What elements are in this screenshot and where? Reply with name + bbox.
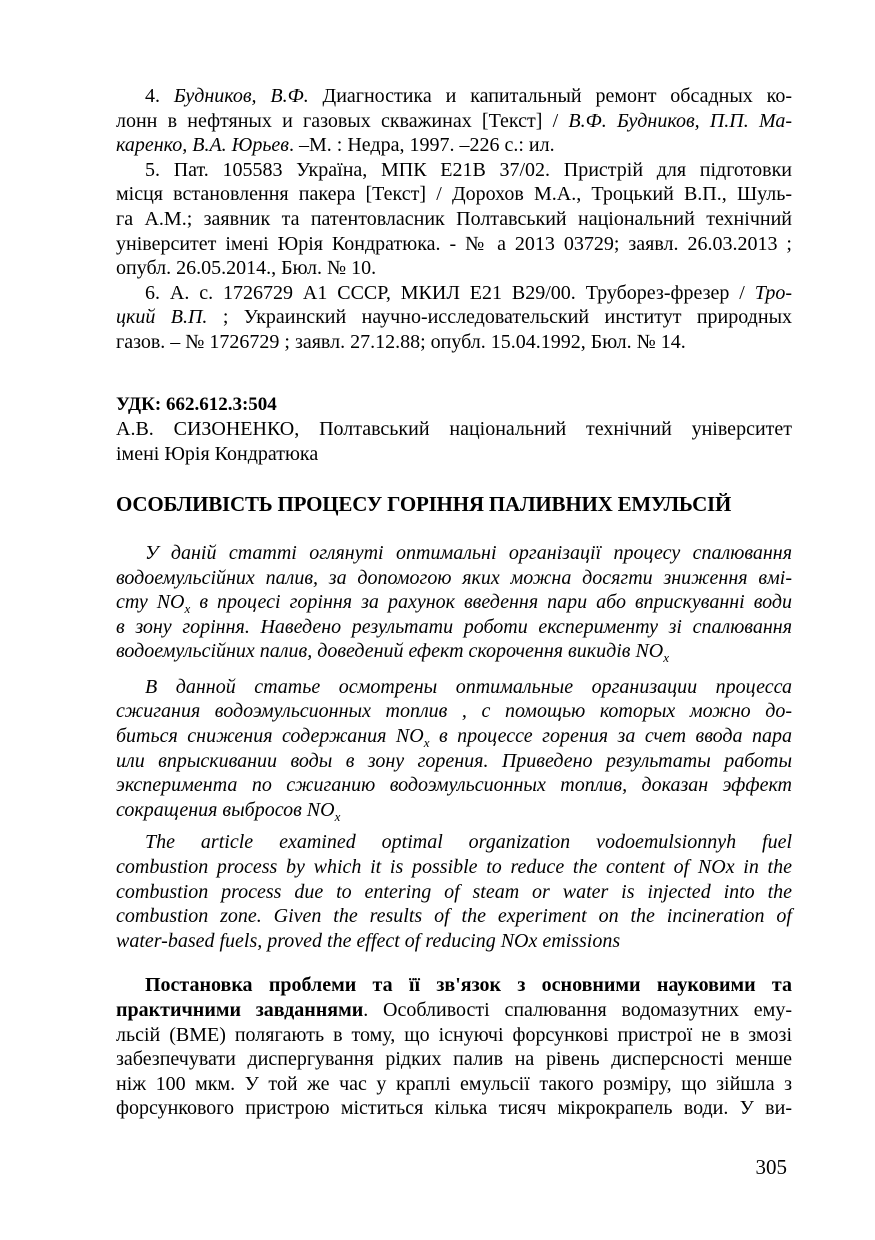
- abstract-ukrainian: [116, 541, 792, 664]
- text-segment: сту NO: [116, 591, 185, 614]
- subscript: x: [184, 601, 191, 617]
- text-segment: combustion process due to entering of steam or water is injected into the: [116, 880, 792, 903]
- author-affiliation: [116, 417, 792, 466]
- text-segment: сокращения выбросов NO: [116, 798, 335, 821]
- text-line: [116, 281, 792, 306]
- text-segment: Будников, В.Ф.: [173, 85, 309, 107]
- text-line: [116, 724, 792, 749]
- text-segment: 6. А. с. 1726729 А1 СССР, МКИЛ Е21 В29/00. Труборез-фрезер /: [145, 281, 755, 304]
- text-line: [116, 330, 792, 355]
- text-segment: в процесі горіння за рахунок введення пари або вприскуванні води: [190, 591, 793, 614]
- text-line: [116, 541, 792, 566]
- text-line: [116, 699, 792, 724]
- text-line: [116, 973, 792, 998]
- text-line: [116, 1047, 792, 1072]
- text-segment: ; Украинский научно-исследовательский институт природных: [207, 306, 793, 329]
- subscript: x: [334, 808, 341, 824]
- text-line: [116, 1023, 792, 1048]
- text-segment: В.Ф. Будников, П.П. Ма-: [568, 109, 792, 132]
- reference-6: [116, 281, 792, 355]
- text-segment: місця встановлення пакера [Текст] / Дорохов М.А., Троцький В.П., Шуль-: [116, 183, 792, 206]
- text-segment: льсій (ВМЕ) полягають в тому, що існуючі форсункові пристрої не в змозі: [116, 1023, 792, 1046]
- text-segment: А.В. СИЗОНЕНКО, Полтавський національний технічний університет: [116, 418, 792, 441]
- text-segment: The article examined optimal organization vodoemulsionnyh fuel: [145, 831, 792, 854]
- text-segment: Постановка проблеми та її зв'язок з основними науковими та: [145, 974, 792, 997]
- page-number: 305: [755, 1155, 787, 1179]
- article-title: [116, 492, 792, 517]
- text-segment: У даній статті оглянуті оптимальні організації процесу спалювання: [145, 541, 792, 564]
- text-segment: лонн в нефтяных и газовых скважинах [Текст] /: [116, 109, 569, 132]
- text-line: [116, 880, 792, 905]
- document-body: [116, 84, 792, 1121]
- text-segment: биться снижения содержания NO: [116, 725, 424, 748]
- text-segment: или впрыскивании воды в зону горения. Приведено результаты работы: [116, 749, 792, 772]
- text-line: [116, 207, 792, 232]
- text-segment: газов. – № 1726729 ; заявл. 27.12.88; опубл. 15.04.1992, Бюл. № 14.: [116, 330, 686, 353]
- text-segment: в зону горіння. Наведено результати роботи експерименту зі спалювання: [116, 615, 792, 638]
- text-line: [116, 830, 792, 855]
- text-line: [116, 305, 792, 330]
- text-line: [116, 615, 792, 640]
- text-segment: . Особливості спалювання водомазутних ему-: [363, 999, 792, 1021]
- text-line: [116, 158, 792, 183]
- text-segment: практичними завданнями: [116, 999, 364, 1021]
- text-line: [116, 798, 792, 823]
- udc-line: [116, 393, 792, 418]
- text-line: [116, 442, 792, 467]
- text-segment: опубл. 26.05.2014., Бюл. № 10.: [116, 257, 377, 280]
- text-line: [116, 393, 792, 418]
- text-line: [116, 904, 792, 929]
- text-segment: В данной статье осмотрены оптимальные организации процесса: [145, 675, 792, 698]
- text-line: [116, 1072, 792, 1097]
- text-line: [116, 639, 792, 664]
- text-segment: водоемульсійних палив, доведений ефект скорочення викидів NO: [116, 640, 664, 663]
- text-segment: сжигания водоэмульсионных топлив , с помощью которых можно до-: [116, 700, 792, 723]
- text-segment: забезпечувати диспергування рідких палив на рівень дисперсності менше: [116, 1048, 792, 1071]
- text-segment: water-based fuels, proved the effect of reducing NOx emissions: [116, 929, 621, 952]
- text-segment: Диагностика и капитальный ремонт обсадных ко-: [308, 85, 792, 107]
- text-line: [116, 232, 792, 257]
- text-segment: . –М. : Недра, 1997. –226 с.: ил.: [289, 134, 555, 157]
- text-segment: combustion zone. Given the results of the experiment on the incineration of: [116, 905, 792, 928]
- text-segment: університет імені Юрія Кондратюка. - № а 2013 03729; заявл. 26.03.2013 ;: [116, 232, 792, 255]
- text-line: [116, 133, 792, 158]
- body-paragraph: [116, 973, 792, 1121]
- text-line: [116, 773, 792, 798]
- text-segment: combustion process by which it is possible to reduce the content of NOx in the: [116, 856, 792, 879]
- text-line: [116, 417, 792, 442]
- text-segment: УДК: 662.612.3:504: [116, 393, 277, 415]
- text-segment: ОСОБЛИВІСТЬ ПРОЦЕСУ ГОРІННЯ ПАЛИВНИХ ЕМУЛЬСІЙ: [116, 492, 732, 517]
- text-line: [116, 590, 792, 615]
- text-segment: 4.: [145, 85, 174, 107]
- text-line: [116, 492, 792, 517]
- reference-5: [116, 158, 792, 281]
- text-line: [116, 84, 792, 109]
- text-line: [116, 929, 792, 954]
- text-line: [116, 749, 792, 774]
- text-segment: каренко, В.А. Юрьев: [116, 134, 289, 157]
- text-segment: в процессе горения за счет ввода пара: [429, 725, 792, 748]
- text-line: [116, 998, 792, 1023]
- text-segment: імені Юрія Кондратюка: [116, 442, 319, 465]
- text-segment: водоемульсійних палив, за допомогою яких можна досягти зниження вмі-: [116, 566, 792, 589]
- text-line: [116, 256, 792, 281]
- text-line: [116, 109, 792, 134]
- text-segment: га А.М.; заявник та патентовласник Полтавський національний технічний: [116, 207, 792, 230]
- text-segment: Тро-: [754, 281, 792, 304]
- text-segment: форсункового пристрою міститься кілька тисяч мікрокрапель води. У ви-: [116, 1097, 792, 1120]
- text-line: [116, 855, 792, 880]
- text-segment: ніж 100 мкм. У той же час у краплі емульсії такого розміру, що зійшла з: [116, 1072, 792, 1095]
- subscript: x: [663, 650, 670, 666]
- text-line: [116, 675, 792, 700]
- subscript: x: [423, 735, 430, 751]
- text-segment: 5. Пат. 105583 Україна, МПК Е21В 37/02. Пристрій для підготовки: [145, 158, 792, 181]
- abstract-english: [116, 830, 792, 953]
- reference-4: [116, 84, 792, 158]
- abstract-russian: [116, 675, 792, 823]
- text-segment: эксперимента по сжиганию водоэмульсионных топлив, доказан эффект: [116, 774, 792, 797]
- text-line: [116, 566, 792, 591]
- text-line: [116, 182, 792, 207]
- text-line: [116, 1096, 792, 1121]
- text-segment: цкий В.П.: [116, 306, 208, 329]
